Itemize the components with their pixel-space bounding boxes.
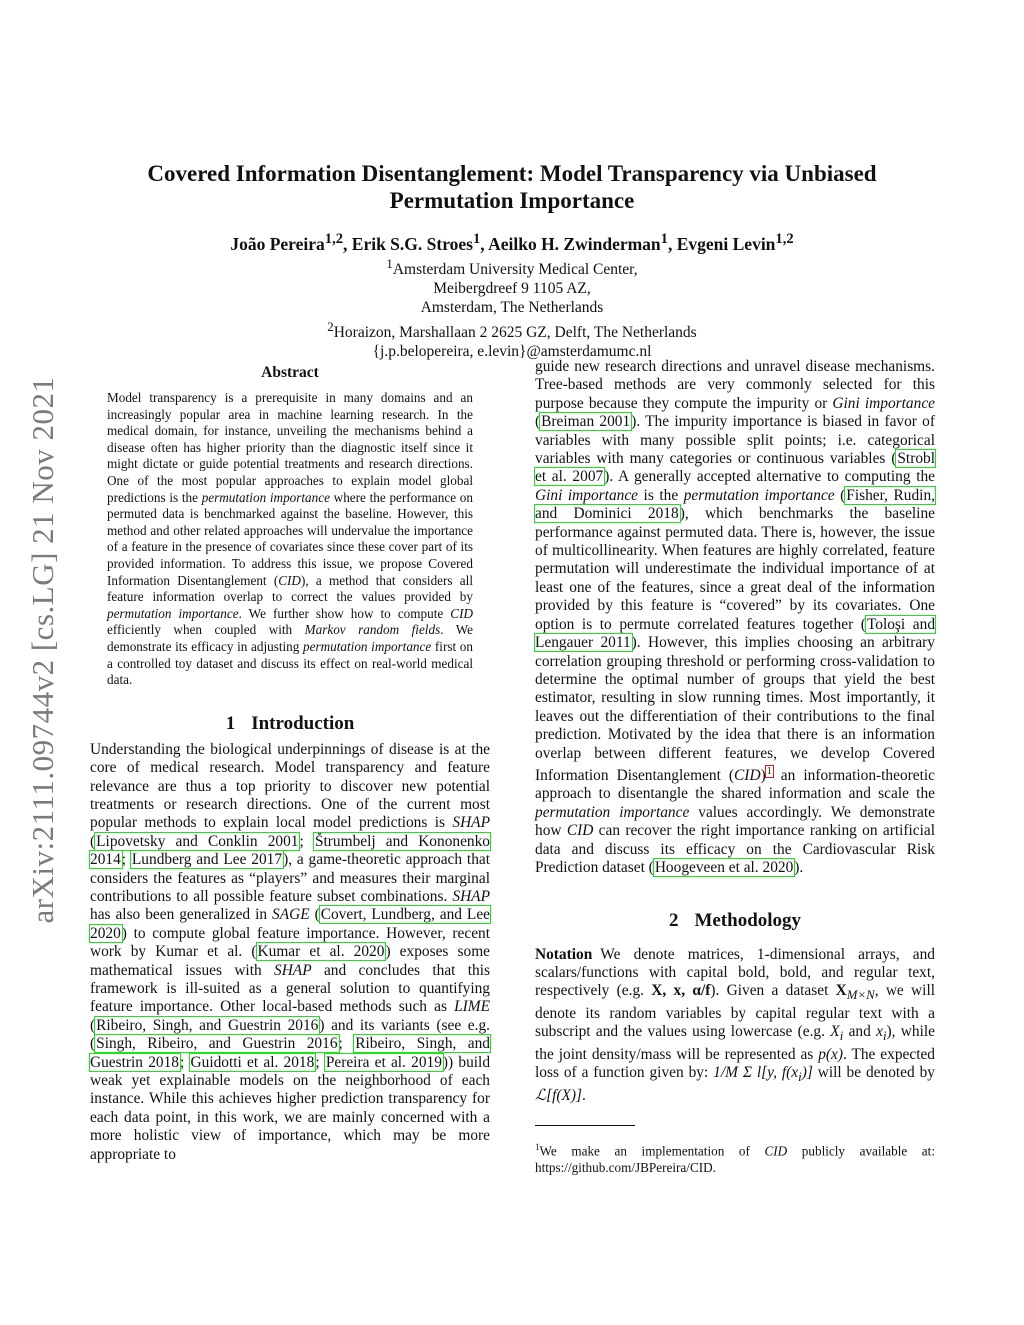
citation-link[interactable]: Fisher, Rudin, and Dominici 2018 xyxy=(535,486,936,523)
author-list: João Pereira$^{1,2}$, Erik S.G. Stroes$^1$, Aeilko H. Zwinderman$^1$, Evgeni Levin$^{1,2}$ xyxy=(230,231,794,254)
author-name: João Pereira xyxy=(230,233,325,254)
citation-link[interactable]: Covert, Lundberg, and Lee 2020 xyxy=(90,906,490,942)
citation-link[interactable]: Kumar et al. 2020 xyxy=(257,943,385,961)
citation-link[interactable]: Lipovetsky and Conklin 2001 xyxy=(96,832,299,850)
footnote-divider xyxy=(535,1125,635,1126)
author-affil-marker: 1,2 xyxy=(324,231,344,247)
author-affil-marker: 1 xyxy=(472,231,481,247)
abstract-text: Model transparency is a prerequisite in many domains and an increasingly popular area in machine learning research. In the medical domain, for instance, unveiling the mechanisms behind a disease often has higher priority than the diagnostic itself since it might dictate or guide potential treatments and research directions. One of the most popular approaches to explain model global predictions is the permutation importance where the performance on permuted data is benchmarked against the baseline. However, this method and other related approaches will undervalue the importance of a feature in the presence of covariates since these cover part of its provided information. To address this issue, we propose Covered Information Disentanglement (CID), a method that considers all feature information overlap to correct the values provided by permutation importance. We further show how to compute CID efficiently when coupled with Markov random fields. We demonstrate its efficacy in adjusting permutation importance first on a controlled toy dataset and discuss its effect on real-world medical data. xyxy=(107,390,473,688)
paper-title: Covered Information Disentanglement: Model Transparency via Unbiased Permutation Importance xyxy=(147,161,877,213)
notation-label: Notation xyxy=(535,945,593,963)
affil-line: Amsterdam, The Netherlands xyxy=(420,299,604,317)
affil-line: Horaizon, Marshallaan 2 2625 GZ, Delft, The Netherlands xyxy=(333,324,697,342)
affil-marker: 2 xyxy=(327,319,334,335)
affil-line: Amsterdam University Medical Center, xyxy=(392,261,638,279)
introduction-paragraph-continued: guide new research directions and unravel disease mechanisms. Tree-based methods are very commonly selected for this purpose because they compute the impurity or Gini importance (Breiman 2001). The impurity importance is biased in favor of variables with many possible split points; i.e. categorical variables with many categories or continuous variables (Strobl et al. 2007). A generally accepted alternative to computing the Gini importance is the permutation importance (Fisher, Rudin, and Dominici 2018), which benchmarks the baseline performance against permuted data. There is, however, the issue of multicollinearity. When features are highly correlated, feature permutation will underestimate the individual importance of at least one of the features, since a great deal of the information provided by this feature is “covered” by its covariates. One option is to permute correlated features together (Toloşi and Lengauer 2011). However, this implies choosing an arbitrary correlation grouping threshold or performing cross-validation to determine the optimal number of groups that yield the best estimator, resulting in slow running times. Most importantly, it leaves out the differentiation of their contributions to the final prediction. Motivated by the idea that there is an information overlap between different features, we develop Covered Information Disentanglement (CID)$^1$ an information-theoretic approach to disentangle the shared information and scale the permutation importance values accordingly. We demonstrate how CID can recover the right importance ranking on artificial data and discuss its efficacy on the Cardiovascular Risk Prediction dataset (Hoogeveen et al. 2020). xyxy=(535,358,936,877)
abstract-heading: Abstract xyxy=(261,364,319,381)
section-heading-introduction: 1 Introduction xyxy=(225,712,355,734)
citation-link[interactable]: Ribeiro, Singh, and Guestrin 2018 xyxy=(90,1035,490,1071)
affil-line: Meibergdreef 9 1105 AZ, xyxy=(433,280,591,298)
arxiv-identifier: arXiv:2111.09744v2 [cs.LG] 21 Nov 2021 xyxy=(25,376,60,924)
citation-link[interactable]: Štrumbelj and Kononenko 2014 xyxy=(90,832,491,869)
citation-link[interactable]: Pereira et al. 2019 xyxy=(325,1053,442,1071)
author-name: Aeilko H. Zwinderman xyxy=(488,233,661,254)
citation-link[interactable]: Guidotti et al. 2018 xyxy=(190,1053,315,1071)
left-column xyxy=(90,364,490,1164)
affiliations xyxy=(100,254,924,361)
notation-paragraph: Notation We denote matrices, 1-dimensional arrays, and scalars/functions with capital bold, bold, and regular text, respectively (e.g. X, x, α/f). Given a dataset $X_{M\times N}$, we will denote its random variables by capital regular text with a subscript and the values using lowercase (e.g. $X_i$ and $x_i$), while the joint density/mass will be represented as p(x). The expected loss of a function given by: 1/M Σ l[y, $f(x_i)$] will be denoted by ℒ[f(X)]. xyxy=(535,945,936,1104)
citation-link[interactable]: Lundberg and Lee 2017 xyxy=(131,851,283,869)
footnote-reference-link[interactable]: 1 xyxy=(766,765,772,777)
footnote-link-text[interactable]: publicly available at: https://github.com/JBPereira/CID. xyxy=(535,1143,935,1175)
right-column xyxy=(535,358,935,1189)
section-heading-methodology: 2 Methodology xyxy=(668,909,802,931)
citation-link[interactable]: Breiman 2001 xyxy=(541,413,631,431)
affil-email[interactable]: {j.p.belopereira, e.levin}@amsterdamumc.nl xyxy=(372,343,652,361)
citation-link[interactable]: Singh, Ribeiro, and Guestrin 2016 xyxy=(96,1035,338,1053)
author-affil-marker: 1,2 xyxy=(775,231,794,247)
author-affil-marker: 1 xyxy=(660,231,668,247)
citation-link[interactable]: Hoogeveen et al. 2020 xyxy=(654,859,794,877)
citation-link[interactable]: Ribeiro, Singh, and Guestrin 2016 xyxy=(96,1016,319,1034)
affil-marker: 1 xyxy=(386,256,393,271)
citation-link[interactable]: Strobl et al. 2007 xyxy=(535,450,935,486)
footnote: $^1$We make an implementation of CID publicly available at: https://github.com/JBPereira/CID. xyxy=(535,1142,935,1175)
author-name: Evgeni Levin xyxy=(676,233,776,254)
author-name: Erik S.G. Stroes xyxy=(351,233,473,254)
introduction-paragraph: Understanding the biological underpinnings of disease is at the core of medical research. Model transparency and feature relevance are thus a top priority to discover new potential treatments or research directions. One of the current most popular methods to explain local model predictions is SHAP (Lipovetsky and Conklin 2001; Štrumbelj and Kononenko 2014; Lundberg and Lee 2017), a game-theoretic approach that considers the features as “players” and measures their marginal contributions to all possible feature subset combinations. SHAP has also been generalized in SAGE (Covert, Lundberg, and Lee 2020) to compute global feature importance. However, recent work by Kumar et al. (Kumar et al. 2020) exposes some mathematical issues with SHAP and concludes that this framework is ill-suited as a general solution to quantifying feature importance. Other local-based methods such as LIME (Ribeiro, Singh, and Guestrin 2016) and its variants (see e.g. (Singh, Ribeiro, and Guestrin 2016; Ribeiro, Singh, and Guestrin 2018; Guidotti et al. 2018; Pereira et al. 2019)) build weak yet explainable models on the neighborhood of each instance. While this achieves higher prediction transparency for each data point, in this work, we are mainly concerned with a more holistic view of importance, which may be more appropriate to xyxy=(90,740,491,1163)
citation-link[interactable]: Toloşi and Lengauer 2011 xyxy=(535,615,936,652)
footnote-number: 1 xyxy=(535,1142,540,1153)
